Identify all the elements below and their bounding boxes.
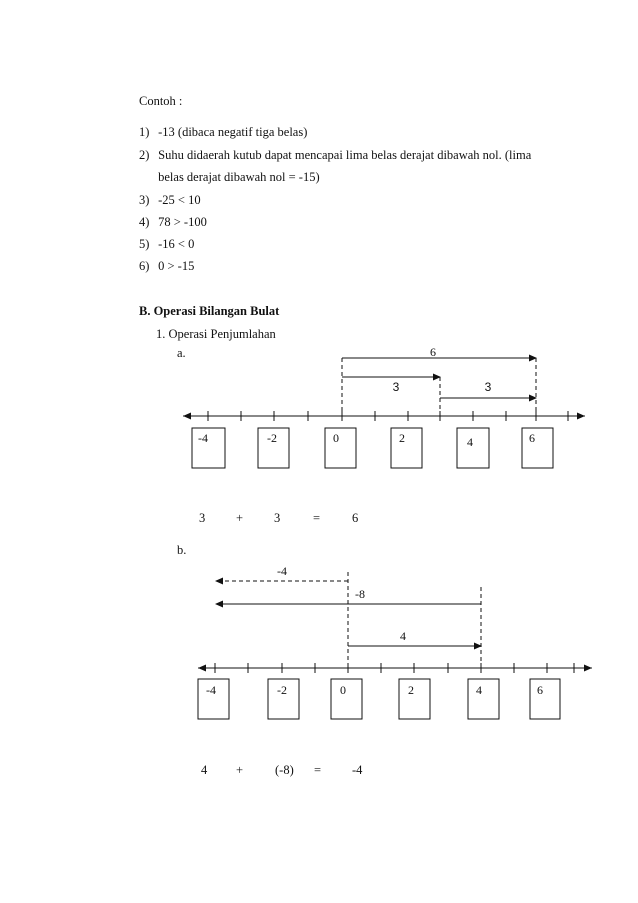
box-label: -4 — [198, 431, 208, 445]
example-text: -13 (dibaca negatif tiga belas) — [158, 125, 308, 139]
example-number: 3) — [139, 193, 150, 207]
equation-b-operator: + — [236, 763, 244, 777]
equation-b-equals: = — [314, 763, 322, 777]
part-a-label: a. — [177, 346, 186, 360]
value-box — [530, 679, 560, 719]
arrow-head-left — [198, 665, 206, 672]
example-number: 2) — [139, 148, 150, 162]
example-number: 1) — [139, 125, 150, 139]
arrow-second-label: 3 — [484, 380, 492, 394]
example-number: 5) — [139, 237, 150, 251]
example-text: Suhu didaerah kutub dapat mencapai lima belas derajat dibawah nol. (lima — [158, 148, 532, 162]
subsection-heading: 1. Operasi Penjumlahan — [156, 327, 276, 341]
arrow-head-right — [577, 413, 585, 420]
value-box — [468, 679, 499, 719]
box-label: 4 — [467, 435, 473, 449]
equation-a-result: 6 — [352, 511, 359, 525]
arrow-second-b-label: -8 — [355, 587, 365, 601]
equation-a-operand-a: 3 — [199, 511, 206, 525]
box-label: -2 — [277, 683, 287, 697]
equation-a-equals: = — [313, 511, 321, 525]
box-label: -4 — [206, 683, 216, 697]
contoh-heading: Contoh : — [139, 94, 183, 108]
arrow-head-left — [183, 413, 191, 420]
value-box — [325, 428, 356, 468]
equation-a-operand-b: 3 — [274, 511, 281, 525]
section-heading: B. Operasi Bilangan Bulat — [139, 304, 280, 318]
value-box — [331, 679, 362, 719]
part-b-label: b. — [177, 543, 187, 557]
example-text: 78 > -100 — [158, 215, 207, 229]
equation-b-operand-a: 4 — [201, 763, 208, 777]
arrow-first-label: 3 — [392, 380, 400, 394]
box-label: 0 — [340, 683, 346, 697]
arrow-result-label: -4 — [277, 564, 287, 578]
box-label: 2 — [408, 683, 414, 697]
box-label: 0 — [333, 431, 339, 445]
value-box — [391, 428, 422, 468]
arrow-head-right — [584, 665, 592, 672]
equation-a-operator: + — [236, 511, 244, 525]
box-label: 6 — [529, 431, 535, 445]
example-text: belas derajat dibawah nol = -15) — [158, 170, 320, 184]
value-box — [399, 679, 430, 719]
box-label: 4 — [476, 683, 482, 697]
example-text: -16 < 0 — [158, 237, 195, 251]
example-number: 6) — [139, 259, 150, 273]
value-box — [522, 428, 553, 468]
box-label: 6 — [537, 683, 543, 697]
example-number: 4) — [139, 215, 150, 229]
box-label: -2 — [267, 431, 277, 445]
equation-b-result: -4 — [352, 763, 363, 777]
value-box — [192, 428, 225, 468]
arrow-total-label: 6 — [430, 345, 436, 359]
box-label: 2 — [399, 431, 405, 445]
example-text: 0 > -15 — [158, 259, 195, 273]
arrow-first-b-label: 4 — [400, 629, 406, 643]
equation-b-operand-b: (-8) — [275, 763, 294, 777]
example-text: -25 < 10 — [158, 193, 201, 207]
value-box — [457, 428, 489, 468]
